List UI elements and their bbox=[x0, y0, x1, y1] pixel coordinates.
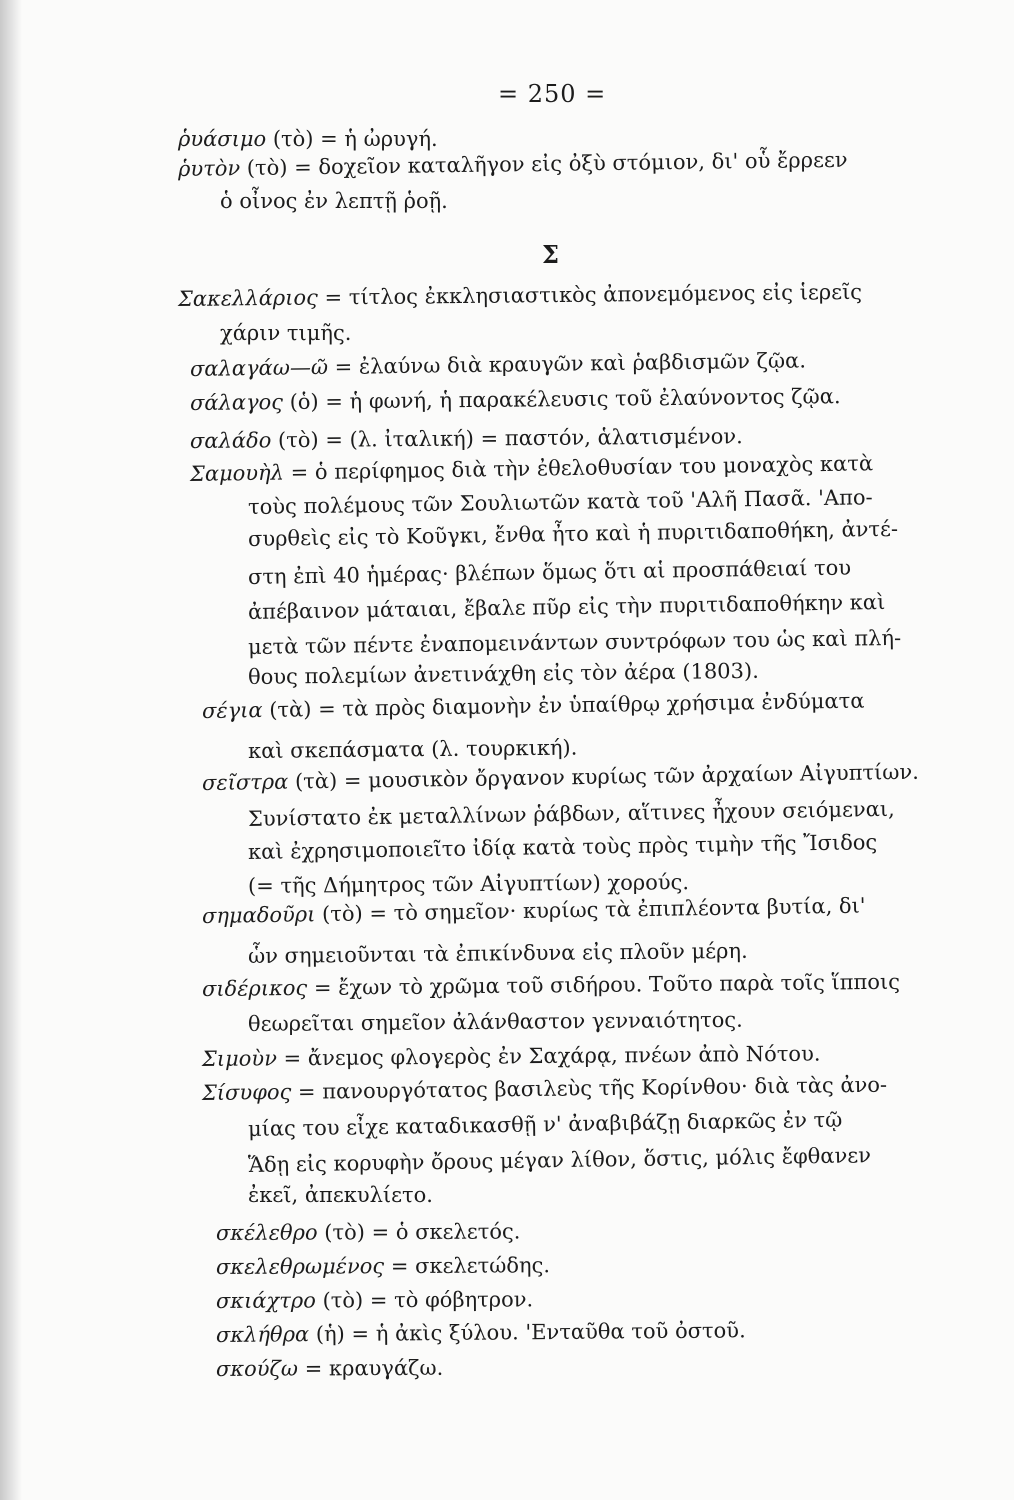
definition-text: καὶ σκεπάσματα (λ. τουρκική). bbox=[247, 735, 578, 763]
entry-line bbox=[202, 1070, 887, 1108]
section-letter: Σ bbox=[542, 240, 559, 269]
entry-line bbox=[202, 1039, 821, 1074]
definition-text: θεωρεῖται σημεῖον ἀλάνθαστον γενναιότητος. bbox=[247, 1007, 743, 1036]
entry-continuation-line bbox=[248, 553, 852, 592]
entry-continuation-line bbox=[248, 936, 748, 971]
entry-continuation-line bbox=[248, 587, 886, 627]
definition-text: μίας του εἶχε καταδικασθῇ ν' ἀναβιβάζῃ διαρκῶς ἐν τῷ bbox=[247, 1107, 843, 1141]
definition-text: (τὸ) = τὸ φόβητρον. bbox=[315, 1287, 534, 1313]
entry-continuation-line bbox=[220, 318, 351, 348]
headword: σάλαγος bbox=[189, 390, 284, 415]
headword: σημαδοῦρι bbox=[201, 902, 316, 928]
entry-line bbox=[190, 345, 806, 384]
definition-text: = ὁ περίφημος διὰ τὴν ἐθελοθυσίαν του μοναχὸς κατὰ bbox=[283, 451, 874, 485]
entry-continuation-line bbox=[248, 1140, 871, 1180]
definition-text: (ὁ) = ἡ φωνή, ἡ παρακέλευσις τοῦ ἐλαύνοντος ζῷα. bbox=[282, 384, 841, 415]
entry-continuation-line bbox=[248, 623, 901, 662]
headword: σαλάδο bbox=[189, 428, 272, 453]
entry-line bbox=[202, 686, 865, 726]
definition-text: τοὺς πολέμους τῶν Σουλιωτῶν κατὰ τοῦ 'Αλῆ Πασᾶ. 'Απο- bbox=[247, 485, 873, 519]
page-number: = 250 = bbox=[498, 80, 607, 108]
definition-text: θους πολεμίων ἀνετινάχθη εἰς τὸν ἀέρα (1803). bbox=[247, 658, 759, 689]
headword: σκέλεθρο bbox=[215, 1220, 318, 1245]
definition-text: (τὸ) = τὸ σημεῖον· κυρίως τὰ ἐπιπλέοντα βυτία, δι' bbox=[315, 893, 866, 927]
entry-continuation-line bbox=[248, 733, 578, 766]
entry-line bbox=[216, 1315, 746, 1350]
definition-text: = κραυγάζω. bbox=[297, 1355, 444, 1381]
definition-text: (τὰ) = τὰ πρὸς διαμονὴν ἐν ὑπαίθρῳ χρήσιμα ἐνδύματα bbox=[262, 688, 865, 723]
definition-text: ἀπέβαινον μάταιαι, ἔβαλε πῦρ εἰς τὴν πυριτιδαποθήκην καὶ bbox=[247, 589, 886, 624]
definition-text: = ἐλαύνω διὰ κραυγῶν καὶ ῥαβδισμῶν ζῷα. bbox=[327, 348, 807, 380]
entry-line bbox=[216, 1353, 443, 1384]
definition-text: (τὸ) = ἡ ὠρυγή. bbox=[266, 127, 438, 151]
definition-text: = τίτλος ἐκκλησιαστικὸς ἀπονεμόμενος εἰς ἱερεῖς bbox=[317, 279, 863, 310]
definition-text: συρθεὶς εἰς τὸ Κοῦγκι, ἔνθα ἦτο καὶ ἡ πυριτιδαποθήκη, ἀντέ- bbox=[247, 516, 899, 551]
headword: ῥυάσιμο bbox=[178, 127, 267, 151]
entry-continuation-line bbox=[248, 656, 759, 692]
headword: σκλήθρα bbox=[215, 1322, 310, 1347]
definition-text: = ἄνεμος φλογερὸς ἐν Σαχάρᾳ, πνέων ἀπὸ Νότου. bbox=[276, 1041, 821, 1071]
definition-text: ὧν σημειοῦνται τὰ ἐπικίνδυνα εἰς πλοῦν μέρη. bbox=[247, 938, 748, 968]
headword: ῥυτὸν bbox=[177, 156, 241, 181]
definition-text: Συνίστατο ἐκ μεταλλίνων ῥάβδων, αἵτινες ἦχουν σειόμεναι, bbox=[247, 796, 895, 831]
entry-line bbox=[216, 1250, 550, 1282]
definition-text: (τὸ) = (λ. ἰταλική) = παστόν, ἁλατισμένον. bbox=[271, 424, 743, 453]
headword: σκούζω bbox=[215, 1356, 299, 1381]
headword: Σαμουὴλ bbox=[189, 460, 285, 486]
entry-continuation-line bbox=[220, 186, 448, 216]
definition-text: στη ἐπὶ 40 ἡμέρας· βλέπων ὅμως ὅτι αἱ προσπάθειαί του bbox=[247, 555, 852, 589]
definition-text: μετὰ τῶν πέντε ἐναπομεινάντων συντρόφων του ὡς καὶ πλή- bbox=[247, 625, 902, 659]
headword: σέγια bbox=[201, 698, 263, 723]
definition-text: = σκελετώδης. bbox=[384, 1253, 551, 1279]
headword: σκιάχτρο bbox=[215, 1288, 316, 1313]
headword: σκελεθρωμένος bbox=[215, 1254, 385, 1279]
definition-text: καὶ ἐχρησιμοποιεῖτο ἰδίᾳ κατὰ τοὺς πρὸς τιμὴν τῆς Ἴσιδος bbox=[247, 830, 878, 864]
entry-line bbox=[216, 1216, 521, 1248]
definition-text: ὁ οἶνος ἐν λεπτῇ ῥοῇ. bbox=[220, 189, 448, 213]
headword: σιδέρικος bbox=[201, 975, 308, 1001]
definition-text: = πανουργότατος βασιλεὺς τῆς Κορίνθου· διὰ τὰς ἀνο- bbox=[291, 1072, 888, 1104]
definition-text: (= τῆς Δήμητρος τῶν Αἰγυπτίων) χορούς. bbox=[247, 870, 690, 898]
entry-continuation-line bbox=[248, 1005, 743, 1039]
definition-text: (τὸ) = ὁ σκελετός. bbox=[317, 1219, 521, 1245]
entry-continuation-line bbox=[248, 1180, 433, 1210]
entry-continuation-line bbox=[248, 827, 878, 867]
headword: Σίσυφος bbox=[201, 1079, 292, 1105]
headword: σεῖστρα bbox=[201, 769, 289, 795]
entry-continuation-line bbox=[248, 1105, 843, 1144]
definition-text: (ἡ) = ἡ ἀκὶς ξύλου. 'Ενταῦθα τοῦ ὀστοῦ. bbox=[309, 1318, 746, 1347]
headword: Σιμοὺν bbox=[201, 1046, 278, 1071]
definition-text: χάριν τιμῆς. bbox=[220, 321, 352, 345]
entry-line bbox=[178, 277, 862, 314]
definition-text: = ἔχων τὸ χρῶμα τοῦ σιδήρου. Τοῦτο παρὰ τοῖς ἵπποις bbox=[307, 969, 901, 1000]
entry-line bbox=[190, 381, 841, 418]
headword: Σακελλάριος bbox=[177, 285, 318, 311]
entry-line bbox=[178, 124, 438, 154]
definition-text: ἐκεῖ, ἀπεκυλίετο. bbox=[248, 1183, 433, 1207]
entry-line bbox=[216, 1284, 533, 1316]
headword: σαλαγάω—ῶ bbox=[189, 355, 329, 381]
definition-text: (τὰ) = μουσικὸν ὄργανον κυρίως τῶν ἀρχαίων Αἰγυπτίων. bbox=[288, 759, 920, 794]
entry-line bbox=[202, 967, 900, 1004]
definition-text: Ἅδῃ εἰς κορυφὴν ὄρους μέγαν λίθον, ὅστις, μόλις ἔφθανεν bbox=[247, 1143, 872, 1177]
definition-text: (τὸ) = δοχεῖον καταλῆγον εἰς ὀξὺ στόμιον, δι' οὗ ἔρρεεν bbox=[239, 147, 848, 181]
